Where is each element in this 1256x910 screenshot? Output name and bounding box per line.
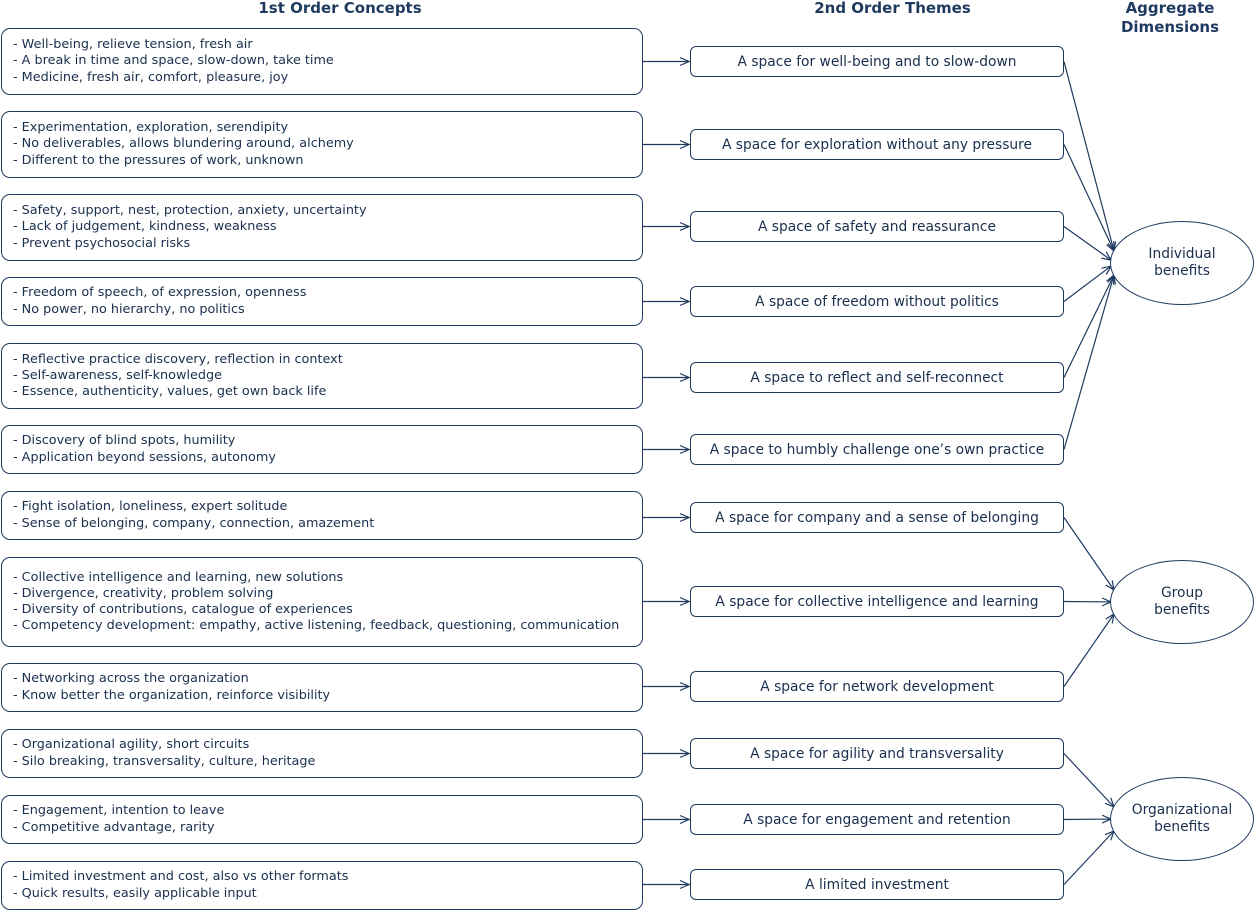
concept-line: - No power, no hierarchy, no politics bbox=[13, 301, 245, 317]
second-order-header: 2nd Order Themes bbox=[814, 0, 971, 17]
concept-line: - Discovery of blind spots, humility bbox=[13, 433, 236, 449]
theme-dimension-arrow bbox=[1064, 614, 1114, 687]
concept-box bbox=[1, 729, 643, 778]
concept-box bbox=[1, 111, 643, 178]
dimension-label: benefits bbox=[1154, 819, 1210, 835]
theme-box: A limited investment bbox=[690, 869, 1064, 900]
concept-line: - Competitive advantage, rarity bbox=[13, 819, 215, 835]
concept-line: - Silo breaking, transversality, culture, heritage bbox=[13, 753, 316, 769]
concept-line: - Application beyond sessions, autonomy bbox=[13, 449, 276, 465]
concept-line: - Engagement, intention to leave bbox=[13, 803, 225, 819]
theme-dimension-arrow bbox=[1064, 145, 1114, 252]
theme-box: A space for collective intelligence and learning bbox=[690, 586, 1064, 617]
concept-line: - Lack of judgement, kindness, weakness bbox=[13, 219, 277, 235]
concept-line: - Collective intelligence and learning, new solutions bbox=[13, 569, 344, 585]
concept-box bbox=[1, 194, 643, 261]
concept-box bbox=[1, 343, 643, 409]
dimension-ellipse bbox=[1110, 560, 1254, 644]
concept-box bbox=[1, 28, 643, 95]
concept-line: - Well-being, relieve tension, fresh air bbox=[13, 37, 253, 53]
concept-line: - A break in time and space, slow-down, take time bbox=[13, 53, 334, 69]
theme-box: A space for engagement and retention bbox=[690, 804, 1064, 835]
concept-line: - Fight isolation, loneliness, expert solitude bbox=[13, 499, 288, 515]
concept-box bbox=[1, 663, 643, 712]
theme-box: A space to reflect and self-reconnect bbox=[690, 362, 1064, 393]
concept-box bbox=[1, 491, 643, 540]
concept-box bbox=[1, 861, 643, 910]
concept-line: - Quick results, easily applicable input bbox=[13, 885, 257, 901]
concept-line: - Medicine, fresh air, comfort, pleasure, joy bbox=[13, 69, 289, 85]
concept-line: - Limited investment and cost, also vs other formats bbox=[13, 869, 349, 885]
theme-dimension-arrow bbox=[1064, 62, 1114, 252]
concept-line: - Networking across the organization bbox=[13, 671, 249, 687]
first-order-header: 1st Order Concepts bbox=[258, 0, 422, 17]
dimension-ellipse bbox=[1110, 777, 1254, 861]
theme-box: A space for network development bbox=[690, 671, 1064, 702]
concept-line: - Diversity of contributions, catalogue of experiences bbox=[13, 602, 353, 617]
concept-line: - Essence, authenticity, values, get own back life bbox=[13, 384, 327, 400]
dimension-ellipse bbox=[1110, 221, 1254, 305]
concept-line: - Different to the pressures of work, unknown bbox=[13, 152, 304, 168]
theme-box: A space for well-being and to slow-down bbox=[690, 46, 1064, 77]
concept-line: - Organizational agility, short circuits bbox=[13, 737, 250, 753]
dimension-label: Organizational bbox=[1131, 802, 1233, 818]
theme-dimension-arrow bbox=[1064, 831, 1114, 885]
dimension-label: benefits bbox=[1154, 602, 1210, 618]
concept-box bbox=[1, 557, 643, 647]
aggregate-header-line1: Aggregate bbox=[1125, 0, 1215, 17]
concept-line: - Experimentation, exploration, serendipity bbox=[13, 120, 289, 136]
concept-line: - Self-awareness, self-knowledge bbox=[13, 367, 222, 383]
aggregate-header-line2: Dimensions bbox=[1120, 18, 1220, 36]
concept-box bbox=[1, 795, 643, 844]
concept-line: - Competency development: empathy, active listening, feedback, questioning, communication bbox=[13, 618, 620, 634]
concept-line: - No deliverables, allows blundering around, alchemy bbox=[13, 136, 354, 152]
concept-line: - Safety, support, nest, protection, anxiety, uncertainty bbox=[13, 203, 367, 219]
theme-dimension-arrow bbox=[1064, 518, 1114, 591]
theme-dimension-arrow bbox=[1064, 227, 1111, 261]
concept-box bbox=[1, 277, 643, 326]
dimension-label: Group bbox=[1160, 585, 1203, 601]
concept-line: - Sense of belonging, company, connection, amazement bbox=[13, 515, 375, 531]
theme-box: A space of freedom without politics bbox=[690, 286, 1064, 317]
concept-box bbox=[1, 425, 643, 474]
concept-line: - Reflective practice discovery, reflection in context bbox=[13, 351, 343, 367]
dimension-label: benefits bbox=[1154, 263, 1210, 279]
theme-box: A space for exploration without any pressure bbox=[690, 129, 1064, 160]
theme-box: A space of safety and reassurance bbox=[690, 211, 1064, 242]
concept-line: - Freedom of speech, of expression, openness bbox=[13, 285, 307, 301]
theme-box: A space for agility and transversality bbox=[690, 738, 1064, 769]
theme-box: A space for company and a sense of belonging bbox=[690, 502, 1064, 533]
concept-line: - Prevent psychosocial risks bbox=[13, 235, 191, 251]
theme-box: A space to humbly challenge one’s own practice bbox=[690, 434, 1064, 465]
concept-line: - Divergence, creativity, problem solving bbox=[13, 585, 274, 601]
theme-dimension-arrow bbox=[1064, 754, 1114, 808]
dimension-label: Individual bbox=[1148, 246, 1216, 262]
concept-line: - Know better the organization, reinforce visibility bbox=[13, 687, 331, 703]
